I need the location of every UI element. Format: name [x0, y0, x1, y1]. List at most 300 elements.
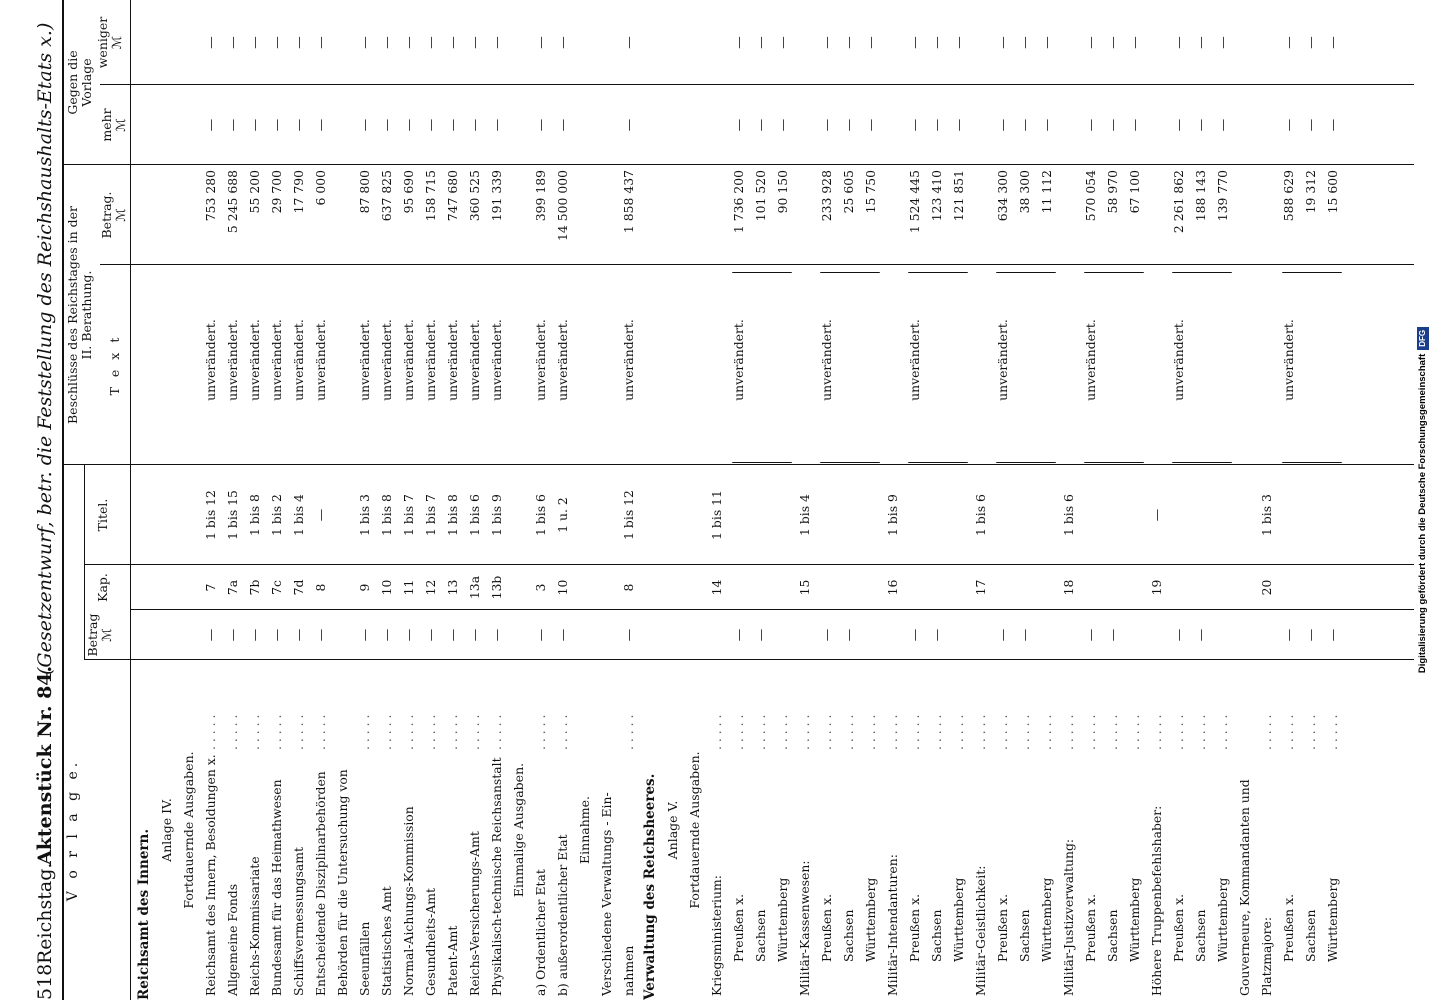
- row-label: Reichs-Kommissariate: [247, 856, 262, 996]
- cell-weniger: —: [1127, 36, 1142, 49]
- cell-mehr: —: [621, 118, 636, 132]
- row-label: Behörden für die Untersuchung von: [335, 769, 350, 996]
- table-row: [1238, 0, 1251, 1000]
- doc-ref: Aktenstück Nr. 84.: [34, 665, 56, 865]
- cell-kap: 8: [621, 583, 636, 592]
- table-row: [138, 0, 151, 1000]
- cell-kap: 10: [555, 579, 570, 596]
- cell-text: unverändert.: [907, 319, 922, 401]
- cell-titel: 1 u. 2: [555, 497, 570, 533]
- cell-weniger: —: [203, 36, 218, 49]
- cell-mehr: —: [379, 118, 394, 132]
- cell-titel: 1 bis 8: [379, 494, 394, 536]
- cell-betrag: —: [929, 628, 944, 642]
- cell-text: unverändert.: [1083, 319, 1098, 401]
- cell-text: unverändert.: [247, 319, 262, 401]
- table-row: [996, 0, 1009, 1000]
- brace-amount: [1282, 272, 1342, 273]
- row-label: Militär-Justizverwaltung:: [1061, 838, 1076, 996]
- cell-amount: 360 525: [467, 170, 482, 222]
- cell-mehr: —: [1303, 118, 1318, 132]
- brace-text: [908, 462, 968, 463]
- table-row: [1282, 0, 1295, 1000]
- row-label: Württemberg: [1127, 877, 1142, 962]
- table-row: [886, 0, 899, 1000]
- table-row: [270, 0, 283, 1000]
- cell-betrag: —: [753, 628, 768, 642]
- cell-titel: 1 bis 11: [709, 490, 724, 540]
- row-label: Sachsen: [753, 909, 768, 962]
- cell-amount: 19 312: [1303, 170, 1318, 214]
- cell-betrag: —: [731, 628, 746, 642]
- cell-amount: 2 261 862: [1171, 170, 1186, 234]
- leader-dots: . . . . .: [951, 714, 966, 750]
- cell-titel: 1 bis 8: [247, 494, 262, 536]
- cell-weniger: —: [951, 36, 966, 49]
- table-row: [534, 0, 547, 1000]
- leader-dots: . . . . .: [357, 714, 372, 750]
- row-label: Entscheidende Disziplinarbehörden: [313, 771, 328, 996]
- cell-weniger: —: [841, 36, 856, 49]
- leader-dots: . . . . .: [1127, 714, 1142, 750]
- row-label: Statistisches Amt: [379, 886, 394, 996]
- table-row: [600, 0, 613, 1000]
- leader-dots: . . . . .: [533, 714, 548, 750]
- row-label: Platzmajore:: [1259, 916, 1274, 996]
- leader-dots: . . . . .: [1039, 714, 1054, 750]
- row-label: Reichs-Versicherungs-Amt: [467, 831, 482, 996]
- table-row: [512, 0, 525, 1000]
- cell-amount: 90 150: [775, 170, 790, 214]
- leader-dots: . . . . .: [841, 714, 856, 750]
- divider-1: [84, 659, 1414, 660]
- cell-titel: —: [1149, 508, 1164, 522]
- cell-weniger: —: [467, 36, 482, 49]
- table-row: [1106, 0, 1119, 1000]
- cell-weniger: —: [1215, 36, 1230, 49]
- cell-titel: 1 bis 3: [357, 494, 372, 536]
- table-row: [204, 0, 217, 1000]
- cell-weniger: —: [269, 36, 284, 49]
- row-label: Anlage V.: [665, 800, 680, 860]
- row-label: Reichsamt des Innern, Besoldungen x.: [203, 754, 218, 996]
- table-row: [754, 0, 767, 1000]
- cell-mehr: —: [467, 118, 482, 132]
- cell-text: unverändert.: [445, 319, 460, 401]
- cell-amount: 399 189: [533, 170, 548, 222]
- cell-mehr: —: [1193, 118, 1208, 132]
- cell-weniger: —: [1281, 36, 1296, 49]
- cell-kap: 15: [797, 579, 812, 596]
- cell-betrag: —: [401, 628, 416, 642]
- leader-dots: . . . . .: [863, 714, 878, 750]
- table-row: [1084, 0, 1097, 1000]
- cell-weniger: —: [1105, 36, 1120, 49]
- cell-mehr: —: [555, 118, 570, 132]
- row-label: Preußen x.: [819, 893, 834, 962]
- col-gegen: Gegen die Vorlage: [65, 50, 94, 115]
- cell-betrag: —: [533, 628, 548, 642]
- cell-betrag: —: [841, 628, 856, 642]
- row-label: Preußen x.: [1171, 893, 1186, 962]
- cell-kap: 11: [401, 579, 416, 596]
- leader-dots: . . . . .: [1303, 714, 1318, 750]
- leader-dots: . . . . .: [1017, 714, 1032, 750]
- table-row: [1150, 0, 1163, 1000]
- cell-amount: 1 736 200: [731, 170, 746, 234]
- row-label: Sachsen: [929, 909, 944, 962]
- cell-mehr: —: [401, 118, 416, 132]
- row-label: Militär-Kassenwesen:: [797, 860, 812, 996]
- leader-dots: . . . . .: [291, 714, 306, 750]
- page-number: 518: [34, 963, 56, 1000]
- cell-amount: 747 680: [445, 170, 460, 222]
- cell-betrag: —: [269, 628, 284, 642]
- cell-mehr: —: [1127, 118, 1142, 132]
- cell-amount: 570 054: [1083, 170, 1098, 222]
- cell-titel: 1 bis 12: [203, 490, 218, 540]
- table-row: [336, 0, 349, 1000]
- table-row: [1062, 0, 1075, 1000]
- table-row: [1018, 0, 1031, 1000]
- cell-text: unverändert.: [313, 319, 328, 401]
- row-label: Sachsen: [1017, 909, 1032, 962]
- cell-kap: 7c: [269, 580, 284, 595]
- table-row: [842, 0, 855, 1000]
- leader-dots: . . . . .: [775, 714, 790, 750]
- cell-mehr: —: [1083, 118, 1098, 132]
- cell-weniger: —: [401, 36, 416, 49]
- leader-dots: . . . . .: [555, 714, 570, 750]
- table-row: [908, 0, 921, 1000]
- cell-mehr: —: [445, 118, 460, 132]
- cell-mehr: —: [1039, 118, 1054, 132]
- leader-dots: . . . . .: [995, 714, 1010, 750]
- cell-titel: 1 bis 7: [401, 494, 416, 536]
- table-row: [688, 0, 701, 1000]
- cell-betrag: —: [995, 628, 1010, 642]
- table-row: [1326, 0, 1339, 1000]
- cell-text: unverändert.: [819, 319, 834, 401]
- col-titel: Titel.: [95, 498, 110, 532]
- cell-kap: 7b: [247, 579, 262, 596]
- table-row: [292, 0, 305, 1000]
- table-row: [182, 0, 195, 1000]
- row-label: Seeunfällen: [357, 921, 372, 996]
- cell-betrag: —: [423, 628, 438, 642]
- cell-titel: 1 bis 4: [797, 494, 812, 536]
- cell-amount: 188 143: [1193, 170, 1208, 222]
- brace-amount: [1084, 272, 1144, 273]
- cell-betrag: —: [1303, 628, 1318, 642]
- leader-dots: . . . . .: [1149, 714, 1164, 750]
- row-label: Fortdauernde Ausgaben.: [181, 751, 196, 909]
- row-label: a) Ordentlicher Etat: [533, 869, 548, 996]
- brace-text: [1282, 462, 1342, 463]
- row-label: Verschiedene Verwaltungs - Ein-: [599, 792, 614, 996]
- leader-dots: . . . . .: [709, 714, 724, 750]
- cell-mehr: —: [951, 118, 966, 132]
- cell-amount: 55 200: [247, 170, 262, 214]
- cell-betrag: —: [1017, 628, 1032, 642]
- cell-text: unverändert.: [379, 319, 394, 401]
- cell-amount: 17 790: [291, 170, 306, 214]
- col-mehr: mehr ℳ: [99, 108, 128, 142]
- row-label: Preußen x.: [995, 893, 1010, 962]
- cell-text: unverändert.: [401, 319, 416, 401]
- leader-dots: . . . . .: [423, 714, 438, 750]
- leader-dots: . . . . .: [1061, 714, 1076, 750]
- cell-amount: 121 851: [951, 170, 966, 222]
- row-label: Kriegsministerium:: [709, 875, 724, 996]
- cell-amount: 67 100: [1127, 170, 1142, 214]
- brace-text: [1172, 462, 1232, 463]
- cell-mehr: —: [357, 118, 372, 132]
- row-label: Reichsamt des Innern.: [136, 828, 152, 1000]
- brace-text: [1084, 462, 1144, 463]
- table-row: [974, 0, 987, 1000]
- cell-kap: 17: [973, 579, 988, 596]
- row-label: Gesundheits-Amt: [423, 888, 438, 996]
- cell-weniger: —: [1017, 36, 1032, 49]
- cell-titel: 1 bis 15: [225, 490, 240, 540]
- cell-betrag: —: [247, 628, 262, 642]
- cell-amount: 588 629: [1281, 170, 1296, 222]
- column-header-rule: [130, 0, 131, 1000]
- cell-amount: 11 112: [1039, 170, 1054, 214]
- table-row: [732, 0, 745, 1000]
- table-row: [490, 0, 503, 1000]
- cell-mehr: —: [1215, 118, 1230, 132]
- cell-amount: 1 524 445: [907, 170, 922, 234]
- cell-amount: 38 300: [1017, 170, 1032, 214]
- cell-text: unverändert.: [489, 319, 504, 401]
- cell-mehr: —: [203, 118, 218, 132]
- leader-dots: . . . . .: [753, 714, 768, 750]
- leader-dots: . . . . .: [203, 714, 218, 750]
- cell-titel: 1 bis 8: [445, 494, 460, 536]
- credit-text: Digitalisierung gefördert durch die Deutsche Forschungsgemeinschaft: [1417, 353, 1428, 674]
- table-row: [1194, 0, 1207, 1000]
- cell-titel: 1 bis 6: [1061, 494, 1076, 536]
- leader-dots: . . . . .: [1083, 714, 1098, 750]
- leader-dots: . . . . .: [489, 714, 504, 750]
- cell-betrag: —: [1325, 628, 1340, 642]
- leader-dots: . . . . .: [885, 714, 900, 750]
- cell-titel: 1 bis 7: [423, 494, 438, 536]
- cell-mehr: —: [819, 118, 834, 132]
- cell-text: unverändert.: [555, 319, 570, 401]
- cell-mehr: —: [533, 118, 548, 132]
- cell-weniger: —: [379, 36, 394, 49]
- cell-weniger: —: [731, 36, 746, 49]
- cell-betrag: —: [1105, 628, 1120, 642]
- brace-amount: [732, 272, 792, 273]
- cell-weniger: —: [1171, 36, 1186, 49]
- row-label: Württemberg: [1039, 877, 1054, 962]
- table-row: [622, 0, 635, 1000]
- cell-text: unverändert.: [621, 319, 636, 401]
- row-label: Einmalige Ausgaben.: [511, 762, 526, 898]
- cell-amount: 58 970: [1105, 170, 1120, 214]
- cell-text: unverändert.: [1281, 319, 1296, 401]
- cell-titel: 1 bis 6: [973, 494, 988, 536]
- leader-dots: . . . . .: [1215, 714, 1230, 750]
- leader-dots: . . . . .: [1281, 714, 1296, 750]
- sidebar: [1410, 0, 1432, 1000]
- cell-mehr: —: [995, 118, 1010, 132]
- table-row: [1128, 0, 1141, 1000]
- cell-mehr: —: [1281, 118, 1296, 132]
- cell-titel: 1 bis 6: [467, 494, 482, 536]
- cell-text: unverändert.: [357, 319, 372, 401]
- brace-amount: [1172, 272, 1232, 273]
- cell-kap: 9: [357, 583, 372, 592]
- cell-weniger: —: [291, 36, 306, 49]
- row-label: Württemberg: [863, 877, 878, 962]
- table-row: [798, 0, 811, 1000]
- cell-kap: 14: [709, 579, 724, 596]
- cell-betrag: —: [1281, 628, 1296, 642]
- header-rule: [62, 0, 64, 1000]
- row-label: Württemberg: [951, 877, 966, 962]
- col-weniger: weniger ℳ: [95, 16, 124, 69]
- row-label: Anlage IV.: [159, 798, 174, 862]
- cell-kap: 12: [423, 579, 438, 596]
- table-row: [380, 0, 393, 1000]
- row-label: Gouverneure, Kommandanten und: [1237, 779, 1252, 996]
- cell-betrag: —: [357, 628, 372, 642]
- brace-text: [820, 462, 880, 463]
- cell-amount: 123 410: [929, 170, 944, 222]
- table-row: [402, 0, 415, 1000]
- cell-amount: 6 000: [313, 170, 328, 206]
- cell-titel: 1 bis 3: [1259, 494, 1274, 536]
- col-betrag: Betrag ℳ: [85, 613, 114, 657]
- cell-text: unverändert.: [995, 319, 1010, 401]
- leader-dots: . . . . .: [1105, 714, 1120, 750]
- cell-kap: 13b: [489, 575, 504, 600]
- cell-mehr: —: [1105, 118, 1120, 132]
- row-label: Sachsen: [1303, 909, 1318, 962]
- cell-kap: 19: [1149, 579, 1164, 596]
- leader-dots: . . . . .: [467, 714, 482, 750]
- cell-text: unverändert.: [225, 319, 240, 401]
- row-label: Sachsen: [841, 909, 856, 962]
- leader-dots: . . . . .: [1171, 714, 1186, 750]
- cell-weniger: —: [555, 36, 570, 49]
- cell-mehr: —: [1017, 118, 1032, 132]
- row-label: Militär-Geistlichkeit:: [973, 865, 988, 996]
- cell-weniger: —: [357, 36, 372, 49]
- cell-kap: 10: [379, 579, 394, 596]
- leader-dots: . . . . .: [973, 714, 988, 750]
- cell-betrag: —: [819, 628, 834, 642]
- cell-mehr: —: [929, 118, 944, 132]
- cell-mehr: —: [753, 118, 768, 132]
- cell-weniger: —: [225, 36, 240, 49]
- cell-weniger: —: [621, 36, 636, 49]
- doc-subject: (Gesetzentwurf, betr. die Feststellung des Reichshaushalts-Etats x.): [34, 22, 56, 675]
- row-label: Schiffsvermessungsamt: [291, 847, 306, 996]
- brace-text: [732, 462, 792, 463]
- cell-mehr: —: [1171, 118, 1186, 132]
- leader-dots: . . . . .: [731, 714, 746, 750]
- cell-mehr: —: [225, 118, 240, 132]
- cell-mehr: —: [1325, 118, 1340, 132]
- cell-kap: 13a: [467, 575, 482, 600]
- cell-weniger: —: [313, 36, 328, 49]
- cell-amount: 5 245 688: [225, 170, 240, 234]
- cell-titel: 1 bis 9: [885, 494, 900, 536]
- cell-weniger: —: [1303, 36, 1318, 49]
- header-title: Reichstag.: [34, 862, 56, 964]
- row-label: Preußen x.: [907, 893, 922, 962]
- cell-betrag: —: [555, 628, 570, 642]
- leader-dots: . . . . .: [907, 714, 922, 750]
- row-label: Preußen x.: [1083, 893, 1098, 962]
- cell-text: unverändert.: [1171, 319, 1186, 401]
- row-label: Allgemeine Fonds: [225, 883, 240, 996]
- cell-betrag: —: [621, 628, 636, 642]
- row-label: Patent-Amt: [445, 925, 460, 996]
- cell-kap: 18: [1061, 579, 1076, 596]
- leader-dots: . . . . .: [819, 714, 834, 750]
- leader-dots: . . . . .: [313, 714, 328, 750]
- leader-dots: . . . . .: [929, 714, 944, 750]
- cell-weniger: —: [1193, 36, 1208, 49]
- table-row: [248, 0, 261, 1000]
- cell-text: unverändert.: [423, 319, 438, 401]
- row-label: Normal-Aichungs-Kommission: [401, 806, 416, 996]
- cell-weniger: —: [1039, 36, 1054, 49]
- cell-betrag: —: [379, 628, 394, 642]
- cell-titel: 1 bis 9: [489, 494, 504, 536]
- table-row: [1304, 0, 1317, 1000]
- cell-titel: 1 bis 6: [533, 494, 548, 536]
- row-label: Sachsen: [1105, 909, 1120, 962]
- cell-betrag: —: [489, 628, 504, 642]
- cell-kap: 7: [203, 583, 218, 592]
- brace-amount: [820, 272, 880, 273]
- cell-weniger: —: [995, 36, 1010, 49]
- cell-weniger: —: [445, 36, 460, 49]
- cell-text: unverändert.: [731, 319, 746, 401]
- leader-dots: . . . . .: [445, 714, 460, 750]
- cell-amount: 95 690: [401, 170, 416, 214]
- cell-mehr: —: [731, 118, 746, 132]
- cell-amount: 158 715: [423, 170, 438, 222]
- cell-weniger: —: [819, 36, 834, 49]
- cell-amount: 139 770: [1215, 170, 1230, 222]
- cell-kap: 8: [313, 583, 328, 592]
- cell-amount: 15 600: [1325, 170, 1340, 214]
- table-row: [446, 0, 459, 1000]
- cell-betrag: —: [1083, 628, 1098, 642]
- table-row: [1040, 0, 1053, 1000]
- cell-weniger: —: [423, 36, 438, 49]
- cell-betrag: —: [291, 628, 306, 642]
- page-header: [34, 0, 64, 1000]
- credit-line: [1412, 0, 1434, 1000]
- leader-dots: . . . . .: [621, 714, 636, 750]
- leader-dots: . . . . .: [1325, 714, 1340, 750]
- divider-3: [84, 564, 1414, 565]
- cell-titel: 1 bis 2: [269, 494, 284, 536]
- col-text: T e x t: [107, 334, 122, 396]
- cell-mehr: —: [863, 118, 878, 132]
- cell-amount: 191 339: [489, 170, 504, 222]
